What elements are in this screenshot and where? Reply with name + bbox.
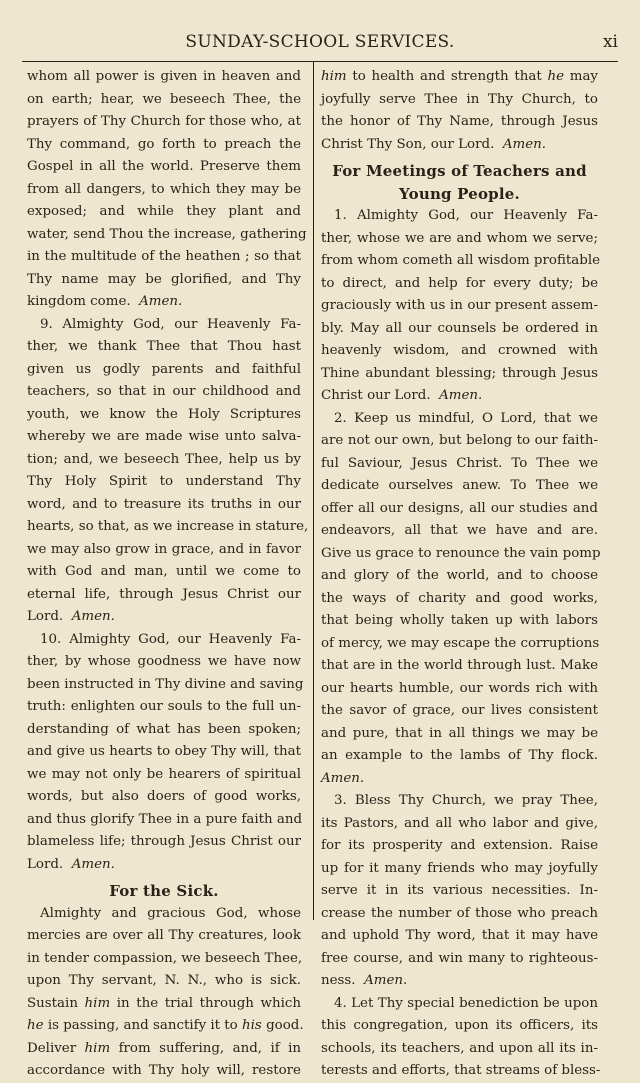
text-line — [321, 134, 598, 157]
text-line: ther, whose we are and whom we serve; — [321, 230, 598, 246]
text-line: are not our own, but belong to our faith- — [321, 433, 598, 448]
text-line — [27, 1015, 304, 1038]
text-line: upon Thy servant, N. N., who is sick. — [27, 973, 301, 988]
running-title: SUNDAY-SCHOOL SERVICES. — [185, 32, 455, 52]
amen: Amen. — [364, 973, 408, 988]
text-line: that are in the world through lust. Make — [321, 658, 598, 673]
text-line — [321, 970, 598, 993]
italic-word: his — [242, 1018, 262, 1033]
text-line: from all dangers, to which they may be — [27, 181, 301, 197]
text-line: on earth; hear, we beseech Thee, the — [27, 91, 301, 107]
text-span: Deliver — [27, 1040, 77, 1056]
text-line: we may also grow in grace, and in favor — [27, 541, 301, 557]
text-span: Sustain — [27, 995, 78, 1011]
prayer-start: 9. Almighty God, our Heavenly Fa- — [40, 316, 301, 332]
text-line: exposed; and while they plant and — [27, 204, 301, 219]
prayer-start: 10. Almighty God, our Heavenly Fa- — [40, 631, 301, 647]
amen: Amen. — [439, 388, 483, 403]
text-span: may — [569, 69, 598, 84]
text-line: bly. May all our counsels be ordered in — [321, 320, 598, 336]
text-line: for its prosperity and extension. Raise — [321, 838, 598, 853]
section-heading-meetings-2: Young People. — [399, 184, 520, 203]
text-line: ful Saviour, Jesus Christ. To Thee we — [321, 455, 598, 471]
text-line: its Pastors, and all who labor and give, — [321, 815, 598, 831]
text-line: free course, and win many to righteous- — [321, 950, 598, 966]
text-line — [27, 606, 301, 629]
italic-word: he — [27, 1018, 44, 1033]
amen: Amen. — [502, 136, 547, 152]
text-line: in the multitude of the heathen ; so that — [27, 249, 301, 264]
text-span: Lord. — [27, 856, 64, 872]
text-line — [321, 66, 598, 89]
section-heading-meetings-1: For Meetings of Teachers and — [332, 162, 587, 180]
text-span: Christ Thy Son, our Lord. — [321, 136, 495, 152]
text-line: Gospel in all the world. Preserve them — [27, 159, 301, 174]
text-line: offer all our designs, all our studies and — [321, 500, 598, 516]
text-line: Thy name may be glorified, and Thy — [27, 271, 301, 287]
prayer-start: Almighty and gracious God, whose — [40, 905, 301, 921]
column-divider — [313, 62, 314, 920]
text-line: and glory of the world, and to choose — [321, 568, 598, 583]
italic-word: him — [84, 1040, 111, 1056]
text-span: in the trial through which — [116, 995, 301, 1011]
text-line: from whom cometh all wisdom profitable — [321, 253, 601, 268]
text-span: good. — [266, 1018, 304, 1033]
text-span: ness. — [321, 973, 356, 988]
text-line: eternal life, through Jesus Christ our — [27, 586, 301, 602]
text-line: word, and to treasure its truths in our — [27, 496, 301, 512]
text-line: we may not only be hearers of spiritual — [27, 766, 301, 782]
text-line: and uphold Thy word, that it may have — [321, 928, 598, 943]
text-line — [27, 854, 301, 877]
text-line: the ways of charity and good works, — [321, 590, 598, 606]
text-line: youth, we know the Holy Scriptures — [27, 406, 301, 422]
text-span: kingdom come. — [27, 294, 131, 309]
text-line: endeavors, all that we have and are. — [321, 523, 598, 538]
text-line: of mercy, we may escape the corruptions — [321, 635, 600, 651]
text-line: the honor of Thy Name, through Jesus — [321, 114, 598, 129]
text-line: the savor of grace, our lives consistent — [321, 703, 598, 718]
text-line: mercies are over all Thy creatures, look — [27, 928, 301, 943]
text-line — [27, 291, 301, 314]
text-line: up for it many friends who may joyfully — [321, 860, 598, 876]
text-line: words, but also doers of good works, — [27, 789, 301, 804]
page-header — [22, 32, 618, 58]
text-line: graciously with us in our present assem- — [321, 298, 598, 313]
text-line: an example to the lambs of Thy flock. — [321, 748, 598, 763]
text-line: and pure, that in all things we may be — [321, 725, 598, 741]
text-span: to health and strength that — [352, 69, 542, 84]
text-line: derstanding of what has been spoken; — [27, 721, 301, 737]
text-line: whereby we are made wise unto salva- — [27, 429, 301, 444]
text-line — [321, 385, 598, 408]
text-line: Thy command, go forth to preach the — [27, 136, 301, 152]
text-line: accordance with Thy holy will, restore — [27, 1063, 301, 1078]
section-heading-sick: For the Sick. — [109, 882, 219, 900]
text-line: teachers, so that in our childhood and — [27, 384, 301, 399]
text-line: truth: enlighten our souls to the full un- — [27, 699, 301, 714]
text-line: with God and man, until we come to — [27, 564, 301, 579]
amen: Amen. — [321, 770, 365, 786]
text-line: Thine abundant blessing; through Jesus — [321, 365, 598, 381]
prayer-start: 3. Bless Thy Church, we pray Thee, — [334, 793, 598, 808]
text-line: ther, we thank Thee that Thou hast — [27, 339, 301, 354]
text-line: dedicate ourselves anew. To Thee we — [321, 478, 598, 493]
left-column — [27, 66, 309, 1083]
text-span: from suffering, and, if in — [118, 1040, 301, 1056]
right-column — [321, 66, 601, 1083]
text-line: and thus glorify Thee in a pure faith and — [27, 811, 303, 827]
text-line: schools, its teachers, and upon all its in- — [321, 1040, 598, 1056]
text-line: joyfully serve Thee in Thy Church, to — [321, 91, 598, 107]
amen: Amen. — [139, 294, 183, 309]
text-line: heavenly wisdom, and crowned with — [321, 343, 598, 358]
text-line: our hearts humble, our words rich with — [321, 680, 598, 696]
italic-word: him — [84, 995, 111, 1011]
text-line: ther, by whose goodness we have now — [27, 654, 301, 669]
prayer-start: 4. Let Thy special benediction be upon — [334, 995, 598, 1011]
text-line: tion; and, we beseech Thee, help us by — [27, 451, 301, 467]
text-line: Thy Holy Spirit to understand Thy — [27, 474, 301, 489]
text-line — [27, 1038, 301, 1061]
page-number: xi — [602, 32, 618, 52]
text-line: crease the number of those who preach — [321, 905, 598, 921]
text-line: prayers of Thy Church for those who, at — [27, 114, 301, 129]
amen: Amen. — [71, 609, 115, 624]
text-line — [27, 993, 301, 1016]
text-line: hearts, so that, as we increase in stature, — [27, 519, 309, 534]
text-line — [321, 768, 598, 791]
text-span: Christ our Lord. — [321, 388, 431, 403]
text-span: Lord. — [27, 609, 64, 624]
text-span: is passing, and sanctify it to — [47, 1018, 238, 1033]
text-line: been instructed in Thy divine and saving — [27, 676, 304, 692]
italic-word: him — [321, 69, 347, 84]
text-line: serve it in its various necessities. In- — [321, 883, 598, 898]
prayer-start: 2. Keep us mindful, O Lord, that we — [334, 410, 598, 426]
text-line: given us godly parents and faithful — [27, 361, 301, 377]
text-line: terests and efforts, that streams of bless- — [321, 1063, 601, 1078]
text-line: and give us hearts to obey Thy will, that — [27, 744, 301, 759]
header-rule — [22, 61, 618, 62]
text-line: whom all power is given in heaven and — [27, 69, 301, 84]
text-line: in tender compassion, we beseech Thee, — [27, 950, 303, 966]
text-line: to direct, and help for every duty; be — [321, 275, 598, 291]
text-line: Give us grace to renounce the vain pomp — [321, 545, 601, 561]
italic-word: he — [547, 69, 565, 84]
amen: Amen. — [71, 856, 115, 872]
text-line: this congregation, upon its officers, its — [321, 1018, 598, 1033]
text-line: blameless life; through Jesus Christ our — [27, 834, 301, 849]
prayer-start: 1. Almighty God, our Heavenly Fa- — [334, 208, 598, 223]
text-line: that being wholly taken up with labors — [321, 613, 598, 628]
text-line: water, send Thou the increase, gathering — [27, 226, 307, 242]
